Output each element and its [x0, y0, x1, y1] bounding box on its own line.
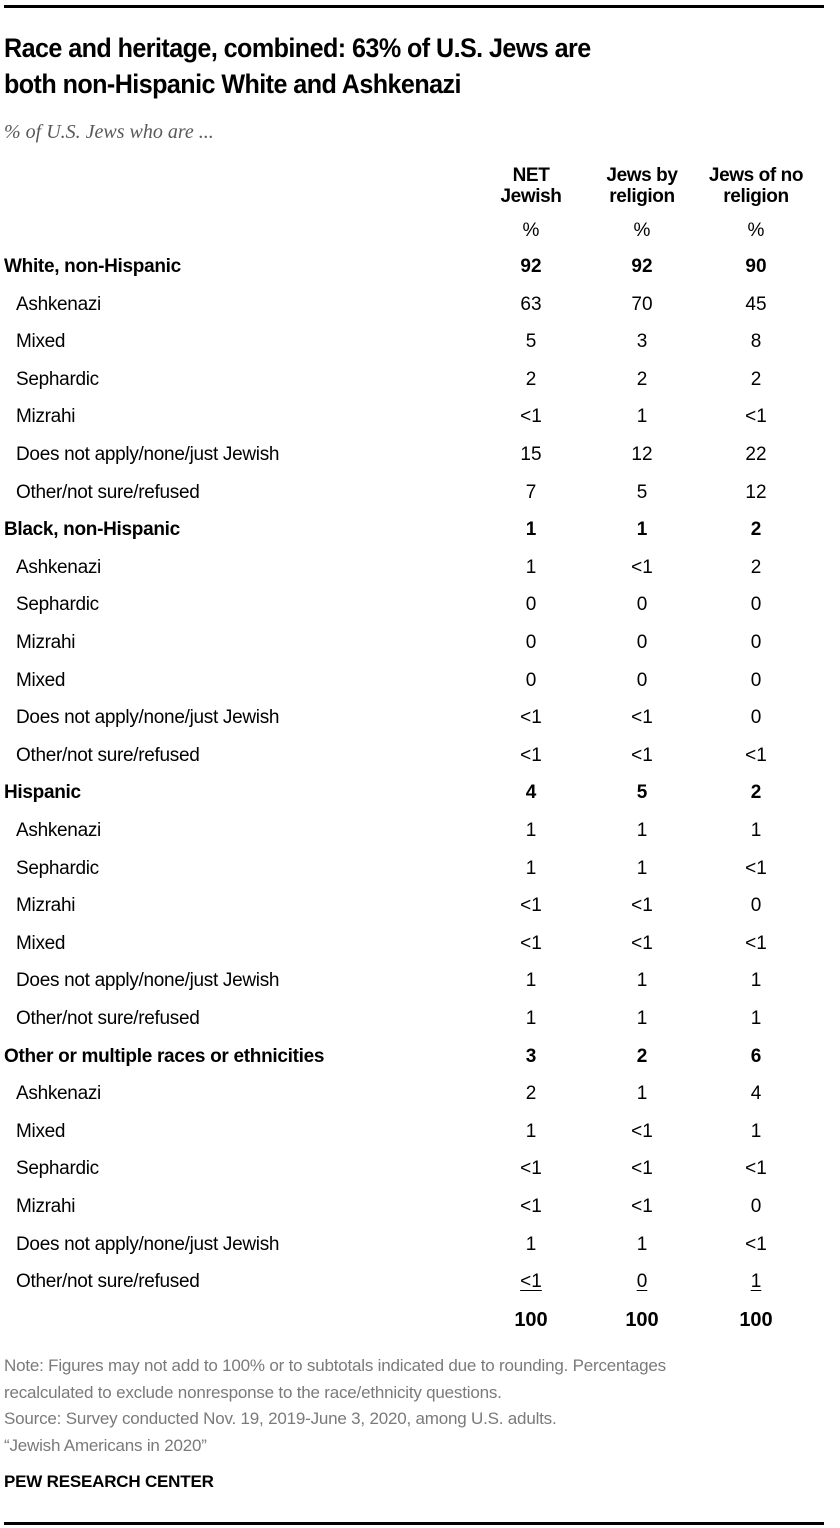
table-cell: [582, 1301, 702, 1339]
table-cell: [471, 586, 591, 624]
table-cell: [471, 925, 591, 963]
cell-value: 6: [750, 1045, 762, 1067]
cell-value: 1: [525, 970, 537, 992]
table-cell: [471, 887, 591, 925]
cell-value: 70: [631, 293, 653, 315]
cell-value: 0: [750, 594, 762, 616]
row-label: Ashkenazi: [16, 820, 101, 841]
row-label: Mixed: [16, 932, 66, 954]
table-cell: [471, 549, 591, 587]
table-cell: [582, 511, 702, 549]
row-label: Other/not sure/refused: [16, 481, 200, 503]
cell-value: 1: [750, 1120, 762, 1142]
total-row: [0, 1301, 840, 1339]
table-row: [0, 549, 840, 587]
group-label: Hispanic: [4, 782, 81, 804]
table-cell: [471, 1188, 591, 1226]
unit-label: %: [522, 220, 540, 241]
table-cell: [696, 737, 816, 775]
table-cell: [471, 248, 591, 286]
table-row: [0, 1263, 840, 1301]
cell-value: <1: [745, 1158, 767, 1180]
row-label: Sephardic: [16, 1158, 99, 1180]
table-cell: [582, 1188, 702, 1226]
group-label: Black, non-Hispanic: [4, 519, 180, 541]
table-cell: [582, 1113, 702, 1151]
table-cell: [696, 1301, 816, 1339]
row-label: Ashkenazi: [16, 293, 101, 315]
table-cell: [696, 850, 816, 888]
cell-value: 2: [750, 368, 762, 390]
cell-value: <1: [631, 932, 653, 954]
table-cell: [696, 361, 816, 399]
cell-value: 12: [745, 481, 767, 503]
table-cell: [582, 737, 702, 775]
cell-value: 1: [636, 1233, 648, 1255]
table-cell: [471, 511, 591, 549]
table-cell: [471, 1075, 591, 1113]
cell-value: 1: [525, 1120, 537, 1142]
column-header-line: religion: [609, 186, 675, 207]
table-row: [0, 1075, 840, 1113]
table-cell: [471, 850, 591, 888]
table-cell: [696, 1000, 816, 1038]
cell-value: <1: [745, 932, 767, 954]
table-cell: [582, 1263, 702, 1301]
column-header-line: religion: [723, 186, 789, 207]
bottom-rule: [4, 1522, 824, 1525]
row-label: Other/not sure/refused: [16, 1271, 200, 1293]
table-cell: [696, 323, 816, 361]
cell-value: 0: [750, 895, 762, 917]
table-cell: [582, 323, 702, 361]
cell-value: <1: [520, 707, 542, 729]
table-cell: [582, 398, 702, 436]
group-row: [0, 248, 840, 286]
table-cell: [696, 1263, 816, 1301]
table-cell: [582, 1226, 702, 1264]
source-line: Source: Survey conducted Nov. 19, 2019-June 3, 2020, among U.S. adults.: [4, 1409, 557, 1428]
cell-value: 1: [636, 1083, 648, 1105]
cell-value: 1: [636, 970, 648, 992]
table-cell: [582, 925, 702, 963]
group-label: White, non-Hispanic: [4, 256, 181, 277]
footnote: [4, 1353, 824, 1459]
row-label: Mixed: [16, 331, 66, 353]
table-cell: [582, 624, 702, 662]
table-cell: [471, 624, 591, 662]
cell-value: 1: [750, 820, 762, 841]
cell-value: 2: [525, 1083, 537, 1105]
cell-value: 92: [520, 256, 542, 277]
table-cell: [696, 624, 816, 662]
table-cell: [582, 699, 702, 737]
table-cell: [471, 286, 591, 324]
table-cell: [582, 812, 702, 850]
cell-value: 1: [750, 1008, 762, 1029]
cell-value: <1: [520, 1158, 542, 1180]
cell-value: <1: [520, 744, 542, 766]
cell-value: 1: [525, 820, 537, 841]
table-cell: [696, 586, 816, 624]
cell-value: 1: [636, 820, 648, 841]
table-cell: [582, 850, 702, 888]
cell-value: <1: [631, 556, 653, 578]
column-header-net-jewish: [471, 165, 591, 207]
cell-value: <1: [631, 707, 653, 729]
table-cell: [582, 1150, 702, 1188]
table-cell: [471, 323, 591, 361]
table-cell: [582, 1075, 702, 1113]
cell-value: <1: [745, 744, 767, 766]
table-cell: [471, 774, 591, 812]
cell-value: 1: [525, 1233, 537, 1255]
cell-value: <1: [520, 932, 542, 954]
table-row: [0, 887, 840, 925]
cell-value: 100: [739, 1308, 773, 1331]
cell-value: 1: [525, 1008, 537, 1029]
table-cell: [582, 549, 702, 587]
group-label: Other or multiple races or ethnicities: [4, 1045, 325, 1067]
cell-value: 2: [750, 519, 762, 541]
table-cell: [582, 1000, 702, 1038]
row-label: Mizrahi: [16, 632, 76, 653]
group-row: [0, 1038, 840, 1076]
row-label: Does not apply/none/just Jewish: [16, 707, 280, 729]
table-cell: [471, 1000, 591, 1038]
cell-value: 0: [525, 669, 537, 691]
table-cell: [696, 962, 816, 1000]
table-cell: [582, 474, 702, 512]
cell-value: 8: [750, 331, 762, 353]
table-row: [0, 699, 840, 737]
cell-value: 2: [636, 1045, 648, 1067]
column-header-line: Jews of no: [708, 165, 804, 186]
cell-value: 7: [525, 481, 537, 503]
table-row: [0, 624, 840, 662]
table-cell: [696, 398, 816, 436]
top-rule: [4, 5, 824, 8]
table-cell: [582, 286, 702, 324]
unit-label: %: [633, 220, 651, 241]
cell-value: 100: [625, 1308, 659, 1331]
table-cell: [471, 1150, 591, 1188]
cell-value: 1: [636, 519, 648, 541]
cell-value: 1: [750, 1271, 762, 1293]
table-cell: [696, 699, 816, 737]
row-label: Does not apply/none/just Jewish: [16, 444, 280, 465]
table-cell: [582, 662, 702, 700]
column-header-jews-of-no-religion: [696, 165, 816, 207]
table-cell: [582, 962, 702, 1000]
column-header-line: Jews by: [606, 165, 678, 186]
table-cell: [471, 436, 591, 474]
table-cell: [696, 1113, 816, 1151]
row-label: Ashkenazi: [16, 556, 101, 578]
table-cell: [471, 1113, 591, 1151]
row-label: Mixed: [16, 669, 66, 691]
cell-value: 0: [750, 707, 762, 729]
cell-value: 1: [525, 857, 537, 879]
table-cell: [471, 1301, 591, 1339]
table-cell: [696, 1075, 816, 1113]
cell-value: <1: [520, 1196, 542, 1217]
row-label: Mizrahi: [16, 1196, 76, 1217]
table-cell: [582, 586, 702, 624]
table-cell: [471, 398, 591, 436]
table-cell: [471, 1226, 591, 1264]
table-cell: [582, 887, 702, 925]
table-row: [0, 1188, 840, 1226]
table-cell: [582, 248, 702, 286]
table-cell: [582, 436, 702, 474]
table-cell: [471, 1038, 591, 1076]
cell-value: 1: [525, 556, 537, 578]
cell-value: 1: [750, 970, 762, 992]
unit-label: %: [747, 220, 765, 241]
cell-value: <1: [745, 406, 767, 428]
table-row: [0, 361, 840, 399]
table-row: [0, 962, 840, 1000]
column-header-jews-by-religion: [582, 165, 702, 207]
table-row: [0, 1226, 840, 1264]
cell-value: 0: [636, 632, 648, 653]
cell-value: 92: [631, 256, 653, 277]
cell-value: 2: [750, 556, 762, 578]
table-row: [0, 1113, 840, 1151]
table-row: [0, 1150, 840, 1188]
table-cell: [696, 474, 816, 512]
cell-value: <1: [631, 1196, 653, 1217]
cell-value: <1: [631, 1158, 653, 1180]
cell-value: 2: [636, 368, 648, 390]
row-label: Other/not sure/refused: [16, 744, 200, 766]
cell-value: 3: [525, 1045, 537, 1067]
cell-value: 22: [745, 444, 767, 465]
pew-research-center-logo: PEW RESEARCH CENTER: [4, 1472, 214, 1491]
cell-value: <1: [631, 895, 653, 917]
table-row: [0, 436, 840, 474]
table-cell: [696, 662, 816, 700]
table-cell: [696, 887, 816, 925]
table-cell: [471, 361, 591, 399]
table-cell: [582, 361, 702, 399]
table-cell: [696, 286, 816, 324]
row-label: Mixed: [16, 1120, 66, 1142]
group-row: [0, 511, 840, 549]
row-label: Mizrahi: [16, 895, 76, 917]
column-header-line: Jewish: [500, 186, 562, 207]
chart-title: [4, 30, 767, 102]
table-row: [0, 662, 840, 700]
table-cell: [696, 1038, 816, 1076]
cell-value: 3: [636, 331, 648, 353]
cell-value: 0: [750, 669, 762, 691]
cell-value: <1: [631, 744, 653, 766]
cell-value: 1: [636, 406, 648, 428]
table-cell: [696, 1188, 816, 1226]
table-cell: [471, 474, 591, 512]
cell-value: <1: [520, 1271, 542, 1293]
cell-value: 0: [525, 632, 537, 653]
table-cell: [471, 812, 591, 850]
cell-value: 15: [520, 444, 542, 465]
cell-value: <1: [520, 406, 542, 428]
title-line-1: Race and heritage, combined: 63% of U.S. Jews are: [4, 33, 591, 63]
table-row: [0, 286, 840, 324]
table-row: [0, 586, 840, 624]
table-cell: [696, 1226, 816, 1264]
table-cell: [696, 812, 816, 850]
table-cell: [696, 774, 816, 812]
table-cell: [471, 662, 591, 700]
table-cell: [471, 737, 591, 775]
row-label: Does not apply/none/just Jewish: [16, 1233, 280, 1255]
row-label: Does not apply/none/just Jewish: [16, 970, 280, 992]
cell-value: 1: [525, 519, 537, 541]
group-row: [0, 774, 840, 812]
table-cell: [696, 1150, 816, 1188]
report-title: “Jewish Americans in 2020”: [4, 1435, 207, 1455]
note-line-2: recalculated to exclude nonresponse to the race/ethnicity questions.: [4, 1382, 502, 1402]
table-row: [0, 323, 840, 361]
row-label: Sephardic: [16, 594, 99, 616]
table-cell: [582, 1038, 702, 1076]
cell-value: 90: [745, 256, 767, 277]
cell-value: 63: [520, 293, 542, 315]
table-row: [0, 925, 840, 963]
row-label: Sephardic: [16, 857, 99, 879]
cell-value: 0: [636, 669, 648, 691]
note-line-1: Note: Figures may not add to 100% or to subtotals indicated due to rounding. Percentages: [4, 1356, 666, 1375]
row-label: Other/not sure/refused: [16, 1008, 200, 1029]
title-line-2: both non-Hispanic White and Ashkenazi: [4, 69, 461, 99]
cell-value: <1: [745, 1233, 767, 1255]
table-cell: [696, 248, 816, 286]
cell-value: 1: [636, 857, 648, 879]
cell-value: 0: [750, 632, 762, 653]
cell-value: 1: [636, 1008, 648, 1029]
cell-value: 2: [750, 782, 762, 804]
cell-value: 12: [631, 444, 653, 465]
cell-value: 5: [636, 481, 648, 503]
cell-value: 4: [750, 1083, 762, 1105]
table-cell: [582, 774, 702, 812]
table-row: [0, 1000, 840, 1038]
row-label: Mizrahi: [16, 406, 76, 428]
cell-value: 45: [745, 293, 767, 315]
table-cell: [696, 436, 816, 474]
chart-subtitle: % of U.S. Jews who are ...: [4, 121, 214, 143]
cell-value: 0: [750, 1196, 762, 1217]
cell-value: 4: [525, 782, 537, 804]
cell-value: 5: [525, 331, 537, 353]
cell-value: 5: [636, 782, 648, 804]
table-cell: [471, 962, 591, 1000]
table-cell: [696, 925, 816, 963]
table-row: [0, 850, 840, 888]
cell-value: 100: [514, 1308, 548, 1331]
cell-value: 0: [636, 594, 648, 616]
cell-value: <1: [520, 895, 542, 917]
table-row: [0, 737, 840, 775]
column-header-line: NET: [512, 165, 550, 186]
row-label: Ashkenazi: [16, 1083, 101, 1105]
table-cell: [696, 549, 816, 587]
cell-value: 0: [636, 1271, 648, 1293]
cell-value: 0: [525, 594, 537, 616]
row-label: Sephardic: [16, 368, 99, 390]
cell-value: <1: [631, 1120, 653, 1142]
cell-value: <1: [745, 857, 767, 879]
table-cell: [471, 1263, 591, 1301]
table-row: [0, 398, 840, 436]
table-row: [0, 812, 840, 850]
table-row: [0, 474, 840, 512]
table-cell: [696, 511, 816, 549]
table-cell: [471, 699, 591, 737]
cell-value: 2: [525, 368, 537, 390]
